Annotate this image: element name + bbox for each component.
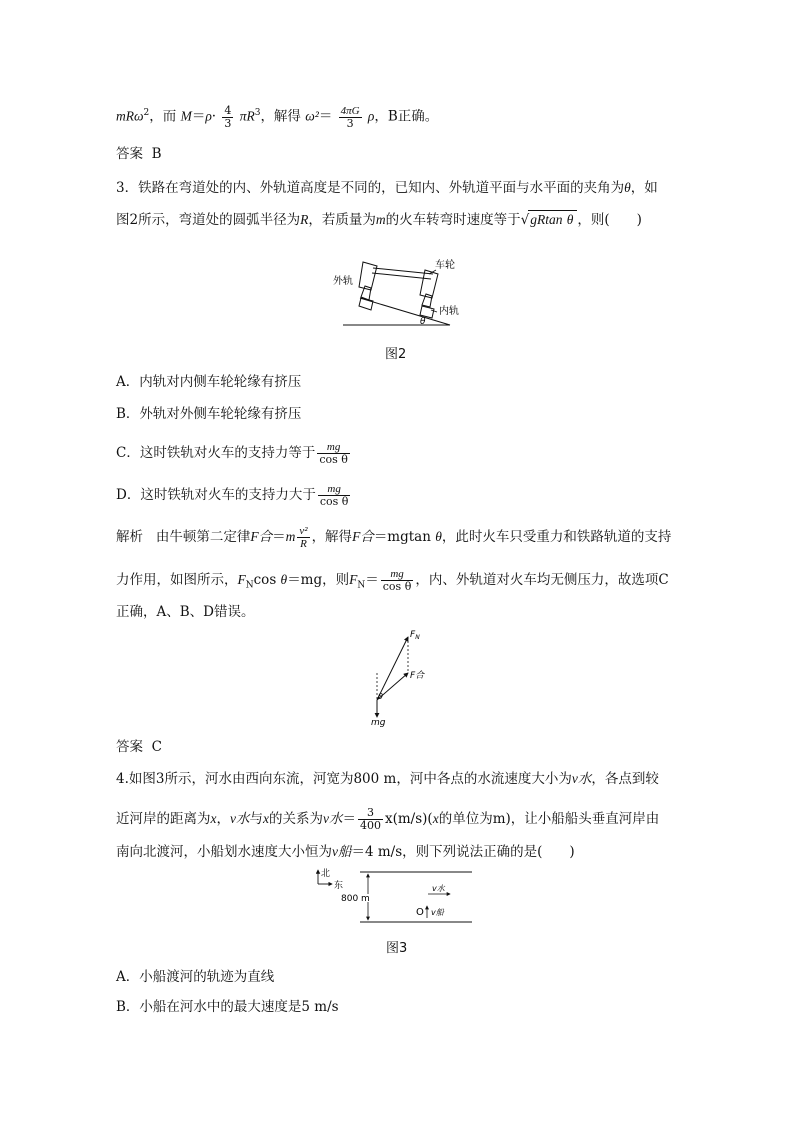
figure-2-caption: 图2 — [385, 347, 407, 362]
fraction-4-3: $\frac{4}{3}$ — [224, 103, 232, 130]
sqrt-sign: √ — [520, 212, 530, 228]
q3-option-c: C．这时铁轨对火车的支持力等于 $\frac{mg}{\text{cos θ}}$ — [116, 441, 348, 466]
q3-option-b: B．外轨对外侧车轮轮缘有挤压 — [116, 406, 302, 422]
q4-option-b: B．小船在河水中的最大速度是5 m/s — [116, 999, 339, 1015]
fraction-mg-cos: $\frac{mg}{\text{cos θ}}$ — [319, 483, 349, 508]
mg-label: mg — [371, 718, 386, 727]
force-diagram — [360, 625, 440, 727]
analysis3-line3: 正确，A、B、D错误。 — [116, 604, 255, 620]
fraction-mg-cos: $\frac{mg}{\text{cos θ}}$ — [382, 568, 412, 593]
boat-velocity-label: v船 — [431, 908, 444, 917]
fhe-label: F合 — [410, 671, 425, 681]
analysis3-line1: 解析 由牛顿第二定律F合＝m $\frac{\text{v²}}{R}$ ，解得F合＝mgtan θ，此时火车只受重力和铁路轨道的支持 — [116, 525, 672, 550]
fn-vector — [377, 637, 408, 700]
figure-2-railway — [325, 240, 465, 332]
q4-line3: 南向北渡河，小船划水速度大小恒为v船＝4 m/s，则下列说法正确的是( ) — [116, 844, 575, 860]
q3-line2: 图2所示，弯道处的圆弧半径为R，若质量为m的火车转弯时速度等于√gRtan θ ，则( ) — [116, 212, 642, 228]
q4-option-a: A．小船渡河的轨迹为直线 — [116, 969, 275, 985]
q4-line1: 4.如图3所示，河水由西向东流，河宽为800 m，河中各点的水流速度大小为v水，各点到较 — [116, 771, 659, 787]
label-inner: 内轨 — [439, 306, 459, 317]
east-label: 东 — [334, 881, 344, 891]
q3-option-a: A．内轨对内侧车轮轮缘有挤压 — [116, 374, 302, 390]
fn-label: $F_N$ — [410, 630, 420, 641]
answer-label: 答案 — [116, 146, 143, 162]
q3-option-d: D．这时铁轨对火车的支持力大于 $\frac{mg}{\text{cos θ}}$ — [116, 483, 349, 508]
sqrt-expression: gRtan θ — [528, 210, 577, 229]
answer-value: C — [151, 739, 162, 755]
m-r-omega: mRω — [116, 108, 144, 124]
answer-2 — [116, 145, 162, 163]
label-outer: 外轨 — [333, 276, 353, 287]
fraction-3-400: $\frac{3}{400}$ — [360, 806, 381, 832]
origin-label: O — [416, 907, 424, 918]
north-label: 北 — [321, 869, 331, 879]
figure-3-river — [310, 866, 480, 926]
answer-3 — [116, 738, 162, 756]
answer-label: 答案 — [116, 739, 143, 755]
label-theta: θ — [420, 317, 426, 327]
analysis3-line2: 力作用，如图所示，$F_N\cos$ θ＝mg，则$F_N=$ $\frac{mg}{\text{cos θ}}$ ，内、外轨道对火车均无侧压力，故选项C — [116, 568, 669, 593]
q3-line1: 3．铁路在弯道处的内、外轨道高度是不同的，已知内、外轨道平面与水平面的夹角为θ，如 — [116, 180, 658, 196]
inner-wheel — [420, 270, 438, 307]
width-label: 800 m — [341, 894, 370, 904]
figure-3-caption: 图3 — [386, 941, 408, 956]
axle-bottom — [372, 273, 431, 279]
theta-label: θ — [378, 692, 383, 701]
analysis-label: 解析 — [116, 529, 143, 545]
fraction-mg-cos: $\frac{mg}{\text{cos θ}}$ — [319, 441, 348, 466]
answer-value: B — [151, 146, 162, 162]
label-wheel: 车轮 — [435, 260, 455, 271]
q4-line2: 近河岸的距离为x，v水与x的关系为v水＝ $\frac{3}{400}$ x(m/s)(x的单位为m)，让小船船头垂直河岸由 — [116, 806, 660, 832]
water-velocity-label: v水 — [432, 884, 445, 893]
prev-solution-line: mRω$^2$，而 M＝ρ· $\frac{4}{3}$ $\pi R^3$，解得 ω²＝ $\frac{4\pi G}{3}$ ρ，B正确。 — [116, 103, 439, 130]
fraction-v2-R: $\frac{\text{v²}}{R}$ — [299, 525, 308, 550]
fraction-4piG-3: $\frac{4\pi G}{3}$ — [340, 104, 360, 130]
